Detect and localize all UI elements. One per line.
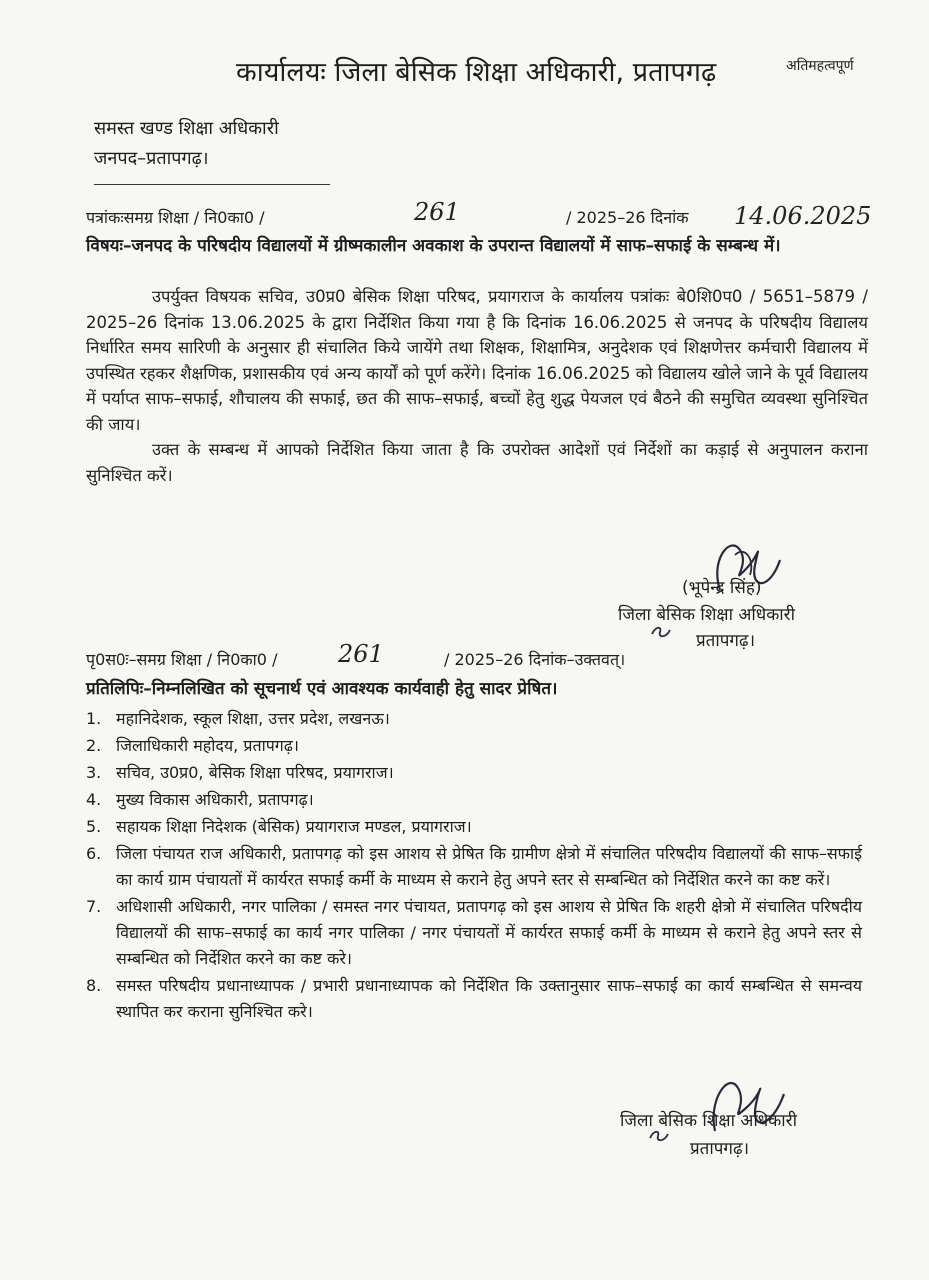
list-text: जिला पंचायत राज अधिकारी, प्रतापगढ़ को इस आशय से प्रेषित कि ग्रामीण क्षेत्रो में संचालित परिषदीय विद्यालयों की साफ–सफाई का कार्य ग्राम पंचायतों में कार्यरत सफाई कर्मी के माध्यम से कराने हेतु अपने स्तर से सम्बन्धित को निर्देशित करने का कष्ट करें। bbox=[116, 844, 862, 889]
signatory-title: जिला बेसिक शिक्षा अधिकारी bbox=[618, 605, 796, 625]
list-number: 1. bbox=[86, 709, 102, 728]
copy-heading: प्रतिलिपिः–निम्नलिखित को सूचनार्थ एवं आवश्यक कार्यवाही हेतु सादर प्रेषित। bbox=[86, 679, 558, 699]
reference-line bbox=[86, 198, 886, 236]
list-text: अधिशासी अधिकारी, नगर पालिका / समस्त नगर पंचायत, प्रतापगढ़ को इस आशय से प्रेषित कि शहरी क्षेत्रो में संचालित परिषदीय विद्यालयों की साफ–सफाई का कार्य नगर पालिका / नगर पंचायतों में कार्यरत सफाई कर्मी के माध्यम से कराने हेतु अपने स्तर से सम्बन्धित को निर्देशित करने का कष्ट करे। bbox=[116, 897, 862, 968]
recipient-line-2: जनपद–प्रतापगढ़। bbox=[94, 148, 209, 169]
subject-line: विषयः–जनपद के परिषदीय विद्यालयों में ग्रीष्मकालीन अवकाश के उपरान्त विद्यालयों में साफ–सफाई के सम्बन्ध में। bbox=[86, 236, 781, 256]
copy-reference-suffix: / 2025–26 दिनांक–उक्तवत्। bbox=[444, 650, 626, 669]
recipient-block bbox=[94, 114, 279, 174]
list-number: 6. bbox=[86, 844, 102, 863]
copy-reference-prefix: पृ0स0ः–समग्र शिक्षा / नि0का0 / bbox=[86, 650, 278, 669]
initials-icon bbox=[650, 624, 672, 640]
list-item bbox=[86, 706, 862, 732]
body-paragraph-1: उपर्युक्त विषयक सचिव, उ0प्र0 बेसिक शिक्षा परिषद, प्रयागराज के कार्यालय पत्रांकः बे0शि0प0 / 5651–5879 / 2025–26 दिनांक 13.06.2025 के द्वारा निर्देशित किया गया है कि दिनांक 16.06.2025 से जनपद के परिषदीय विद्यालय निर्धारित समय सारिणी के अनुसार ही संचालित किये जायेंगे तथा शिक्षक, शिक्षामित्र, अनुदेशक एवं शिक्षणेत्तर कर्मचारी विद्यालय में उपस्थित रहकर शैक्षणिक, प्रशासकीय एवं अन्य कार्यों को पूर्ण करेंगे। दिनांक 16.06.2025 को विद्यालय खोले जाने के पूर्व विद्यालय में पर्याप्त साफ–सफाई, शौचालय की सफाई, छत की साफ–सफाई, बच्चों हेतु शुद्ध पेयजल एवं बैठने की समुचित व्यवस्था सुनिश्चित की जाय। bbox=[86, 287, 868, 434]
list-item bbox=[86, 841, 862, 893]
signatory-title-2: जिला बेसिक शिक्षा अधिकारी bbox=[620, 1111, 798, 1131]
reference-date-handwritten: 14.06.2025 bbox=[734, 202, 872, 230]
urgent-tag: अतिमहत्वपूर्ण bbox=[786, 58, 854, 74]
recipient-line-1: समस्त खण्ड शिक्षा अधिकारी bbox=[94, 118, 279, 139]
initials-icon bbox=[648, 1128, 670, 1144]
list-item bbox=[86, 894, 862, 972]
list-text: महानिदेशक, स्कूल शिक्षा, उत्तर प्रदेश, लखनऊ। bbox=[116, 709, 390, 728]
list-item bbox=[86, 733, 862, 759]
list-text: सचिव, उ0प्र0, बेसिक शिक्षा परिषद, प्रयागराज। bbox=[116, 763, 394, 782]
list-text: समस्त परिषदीय प्रधानाध्यापक / प्रभारी प्रधानाध्यापक को निर्देशित कि उक्तानुसार साफ–सफाई का कार्य सम्बन्धित से समन्वय स्थापित कर कराना सुनिश्चित करे। bbox=[116, 976, 862, 1021]
list-number: 5. bbox=[86, 817, 102, 836]
list-number: 7. bbox=[86, 897, 102, 916]
list-number: 2. bbox=[86, 736, 102, 755]
list-item bbox=[86, 814, 862, 840]
signatory-place: प्रतापगढ़। bbox=[696, 631, 756, 651]
letter-body bbox=[86, 284, 868, 488]
list-text: सहायक शिक्षा निदेशक (बेसिक) प्रयागराज मण्डल, प्रयागराज। bbox=[116, 817, 472, 836]
body-paragraph-2: उक्त के सम्बन्ध में आपको निर्देशित किया जाता है कि उपरोक्त आदेशों एवं निर्देशों का कड़ाई से अनुपालन कराना सुनिश्चित करें। bbox=[86, 440, 868, 485]
reference-year-date-label: / 2025–26 दिनांक bbox=[566, 208, 689, 227]
signatory-place-2: प्रतापगढ़। bbox=[690, 1139, 750, 1159]
signature-icon bbox=[700, 1066, 790, 1146]
reference-prefix: पत्रांकःसमग्र शिक्षा / नि0का0 / bbox=[86, 208, 265, 227]
copy-list bbox=[86, 706, 862, 1026]
office-heading: कार्यालयः जिला बेसिक शिक्षा अधिकारी, प्रतापगढ़ bbox=[236, 57, 717, 88]
list-item bbox=[86, 760, 862, 786]
signatory-name: (भूपेन्द्र सिंह) bbox=[682, 578, 762, 598]
list-item bbox=[86, 973, 862, 1025]
list-text: मुख्य विकास अधिकारी, प्रतापगढ़। bbox=[116, 790, 314, 809]
list-number: 8. bbox=[86, 976, 102, 995]
signature-icon bbox=[700, 530, 790, 610]
divider-line bbox=[94, 184, 330, 185]
copy-reference-number-handwritten: 261 bbox=[338, 640, 384, 668]
list-number: 4. bbox=[86, 790, 102, 809]
list-text: जिलाधिकारी महोदय, प्रतापगढ़। bbox=[116, 736, 299, 755]
list-number: 3. bbox=[86, 763, 102, 782]
reference-number-handwritten: 261 bbox=[414, 198, 460, 226]
list-item bbox=[86, 787, 862, 813]
